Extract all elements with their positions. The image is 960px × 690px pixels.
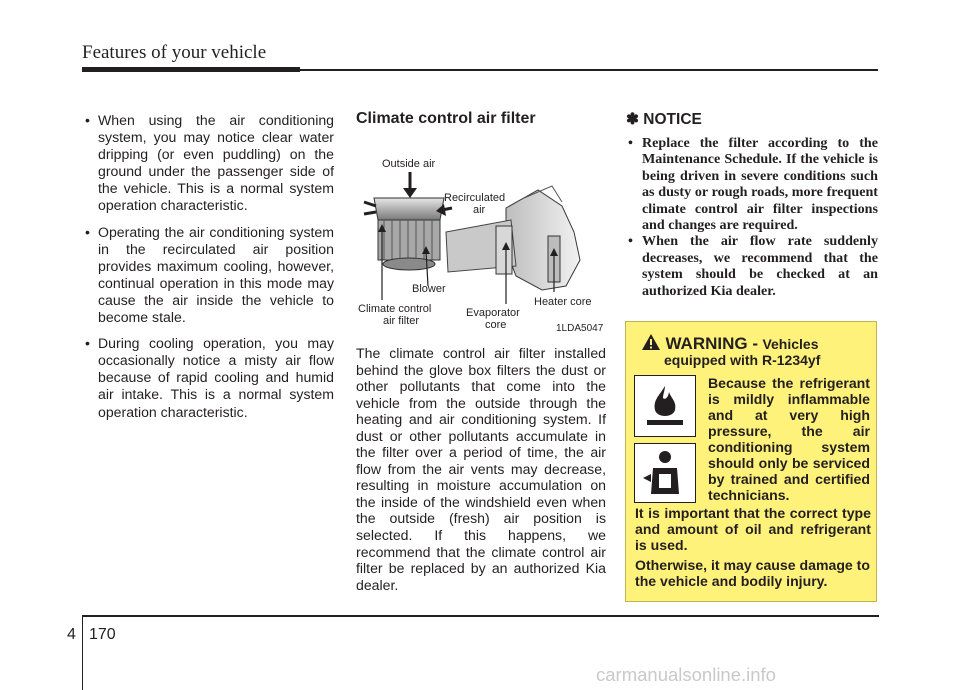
- label-heater-core: Heater core: [534, 296, 592, 308]
- filter-description: The climate control air filter installed behind the glove box filters the dust or other pollutants that come into the vehicle from the outside through the heating and air conditioning system. If dust or other pollutants accumulate in the filter over a period of time, the air flow from the air vents may decrease, resulting in moisture accumulation on the inside of the windshield even when the outside (fresh) air position is selected. If this happens, we recommend that the climate control air filter be replaced by an authorized Kia dealer.: [356, 345, 606, 593]
- ac-notes-list: [82, 112, 334, 421]
- notice-item-replace-filter: • Replace the filter according to the Maintenance Schedule. If the vehicle is being driven in severe conditions such as dusty or rough roads, more frequent climate control air filter inspections and changes are required.: [626, 135, 878, 233]
- label-evaporator-core: core: [485, 319, 507, 331]
- label-recirculated: Recirculated: [444, 192, 506, 204]
- label-blower: Blower: [412, 283, 446, 295]
- label-recirculated-air: air: [473, 204, 486, 216]
- figure-code: 1LDA5047: [556, 323, 604, 334]
- notice-list: [626, 135, 878, 299]
- warning-box: [625, 321, 877, 602]
- footer-rule: [82, 615, 879, 617]
- page-number: 170: [89, 626, 116, 643]
- warning-triangle-icon: [641, 333, 661, 351]
- technician-manual-icon: [634, 443, 696, 503]
- label-climate-control: Climate control: [358, 303, 432, 315]
- flammable-icon: [634, 375, 696, 437]
- label-outside-air: Outside air: [382, 158, 436, 170]
- warning-title-suffix: Vehicles: [762, 336, 819, 352]
- chapter-number: 4: [67, 626, 76, 643]
- warning-title: WARNING -: [665, 334, 758, 353]
- left-column: [82, 112, 334, 430]
- section-title: Climate control air filter: [356, 110, 536, 127]
- notice-title: ✽ NOTICE: [626, 111, 702, 128]
- warning-text-oil: It is important that the correct type and amount of oil and refrigerant is used.: [635, 505, 871, 553]
- page-header-title: Features of your vehicle: [82, 42, 267, 63]
- notice-item-airflow: • When the air flow rate suddenly decreases, we recommend that the system should be checked at an authorized Kia dealer.: [626, 233, 878, 299]
- bullet-misty-air: • During cooling operation, you may occasionally notice a misty air flow because of rapid cooling and humid air intake. This is a normal system operation characteristic.: [82, 335, 334, 420]
- warning-text-damage: Otherwise, it may cause damage to the vehicle and bodily injury.: [635, 557, 870, 589]
- bullet-recirculation: • Operating the air conditioning system in the recirculated air position provides maximum cooling, however, continual operation in this mode may cause the air inside the vehicle to become stale.: [82, 224, 334, 327]
- footer-vertical-rule: [82, 616, 83, 690]
- header-rule-thin: [300, 69, 878, 71]
- warning-subtitle: equipped with R-1234yf: [664, 352, 821, 368]
- header-rule-thick: [82, 67, 300, 72]
- bullet-condensation: • When using the air conditioning system, you may notice clear water dripping (or even puddling) on the ground under the passenger side of the vehicle. This is a normal system operation characteristic.: [82, 112, 334, 215]
- air-filter-figure: [356, 140, 606, 338]
- warning-text-refrigerant: Because the refrigerant is mildly inflammable and at very high pressure, the air conditioning system should only be serviced by trained and certified technicians.: [708, 375, 870, 503]
- label-air-filter: air filter: [383, 315, 420, 327]
- warning-heading: [641, 333, 871, 354]
- label-evaporator: Evaporator: [466, 307, 520, 319]
- watermark: carmanualsonline.info: [596, 664, 776, 685]
